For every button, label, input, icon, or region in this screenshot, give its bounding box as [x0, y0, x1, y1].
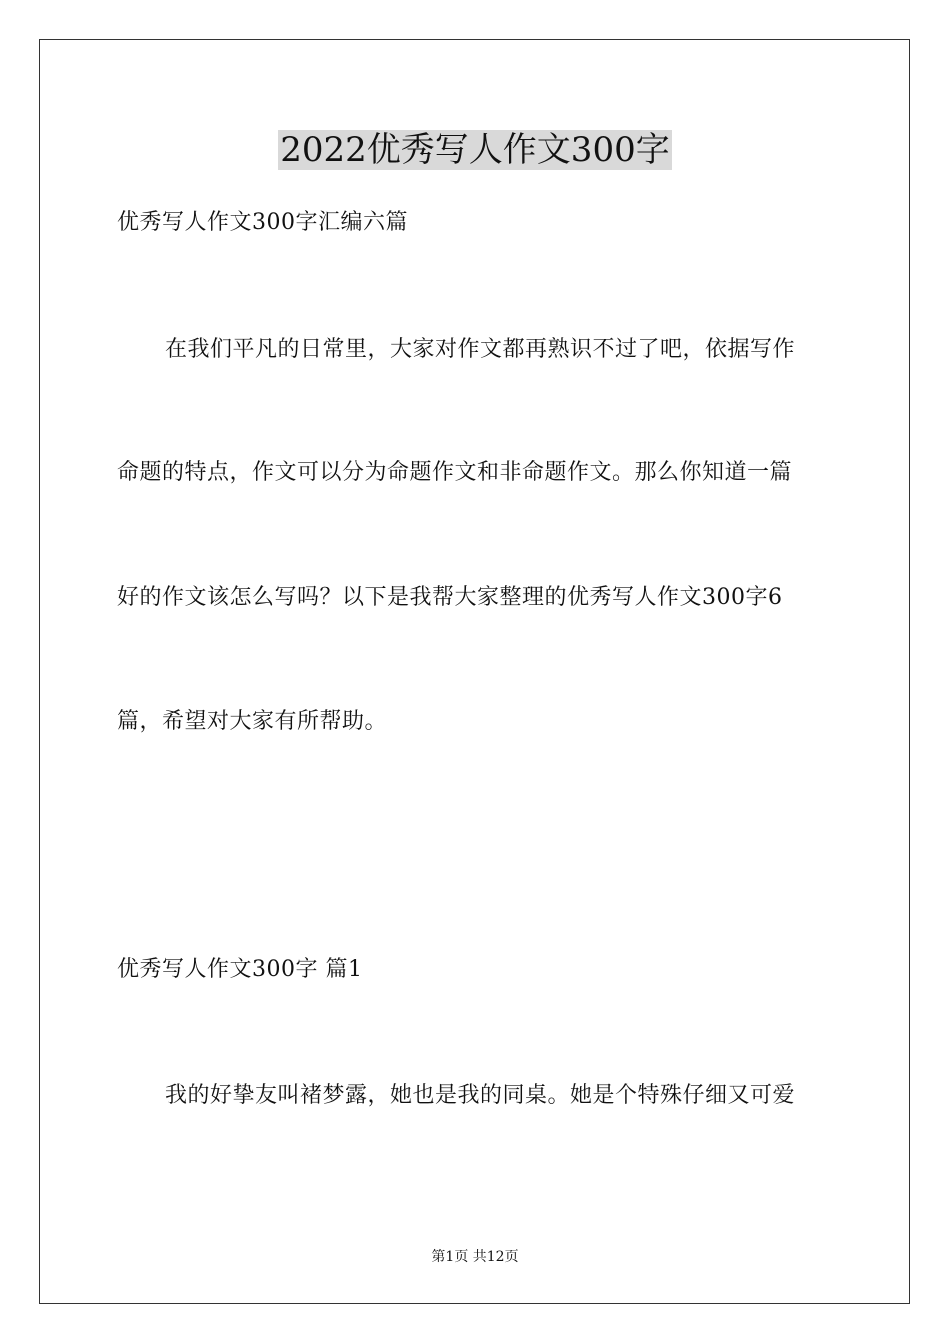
- section-heading: 优秀写人作文300字 篇1: [117, 957, 363, 982]
- intro-line-2: 命题的特点，作文可以分为命题作文和非命题作文。那么你知道一篇: [117, 460, 793, 485]
- section-paragraph-line-1: 我的好挚友叫褚梦露，她也是我的同桌。她是个特殊仔细又可爱: [165, 1083, 796, 1108]
- intro-line-1: 在我们平凡的日常里，大家对作文都再熟识不过了吧，依据写作: [165, 337, 796, 362]
- intro-line-4: 篇，希望对大家有所帮助。: [117, 709, 388, 734]
- page-footer: 第1页 共12页: [431, 1249, 519, 1265]
- document-title-text: 2022优秀写人作文300字: [280, 130, 670, 170]
- document-title: [0, 128, 950, 172]
- document-subtitle: 优秀写人作文300字汇编六篇: [117, 210, 408, 235]
- intro-line-3: 好的作文该怎么写吗？以下是我帮大家整理的优秀写人作文300字6: [117, 585, 783, 610]
